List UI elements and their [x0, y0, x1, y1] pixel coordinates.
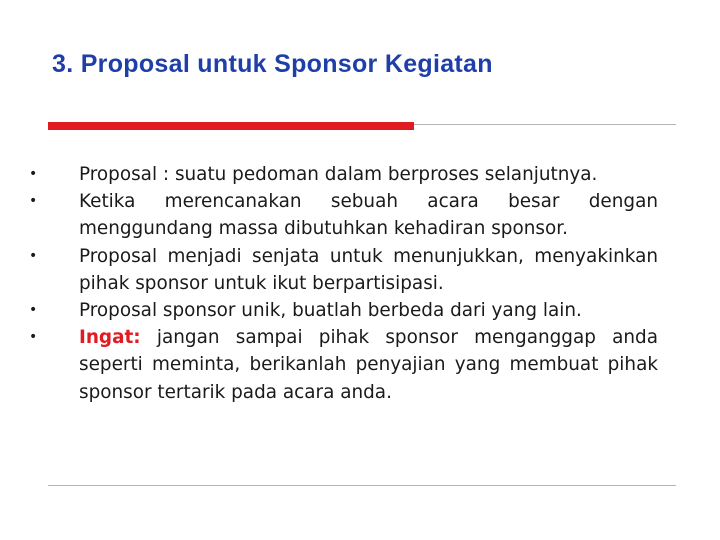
bullet-icon: • — [29, 247, 38, 264]
bullet-text: Proposal sponsor unik, buatlah berbeda dari yang lain. — [79, 300, 582, 322]
bullet-text: Proposal : suatu pedoman dalam berproses selanjutnya. — [79, 164, 598, 185]
slide-title: 3. Proposal untuk Sponsor Kegiatan — [52, 50, 493, 78]
bullet-icon: • — [29, 166, 38, 182]
highlight-label: Ingat: — [79, 327, 141, 349]
bullet-icon: • — [29, 302, 38, 319]
bullet-list — [26, 161, 658, 406]
bullet-text: Ketika merencanakan sebuah acara besar dengan menggundang massa dibutuhkan kehadiran sponsor. — [79, 191, 658, 240]
bullet-item-4 — [26, 297, 658, 324]
title-accent-bar — [48, 122, 414, 130]
bullet-item-3 — [26, 243, 658, 297]
bottom-divider-line — [48, 485, 676, 486]
bullet-text: Proposal menjadi senjata untuk menunjukkan, menyakinkan pihak sponsor untuk ikut berpartisipasi. — [79, 245, 658, 294]
bullet-item-5 — [26, 324, 658, 406]
bullet-item-1 — [26, 161, 658, 188]
bullet-text: jangan sampai pihak sponsor menganggap anda seperti meminta, berikanlah penyajian yang membuat pihak sponsor tertarik pada acara anda. — [79, 327, 658, 403]
bullet-icon: • — [29, 193, 38, 210]
bullet-icon: • — [29, 329, 38, 346]
bullet-item-2 — [26, 188, 658, 242]
